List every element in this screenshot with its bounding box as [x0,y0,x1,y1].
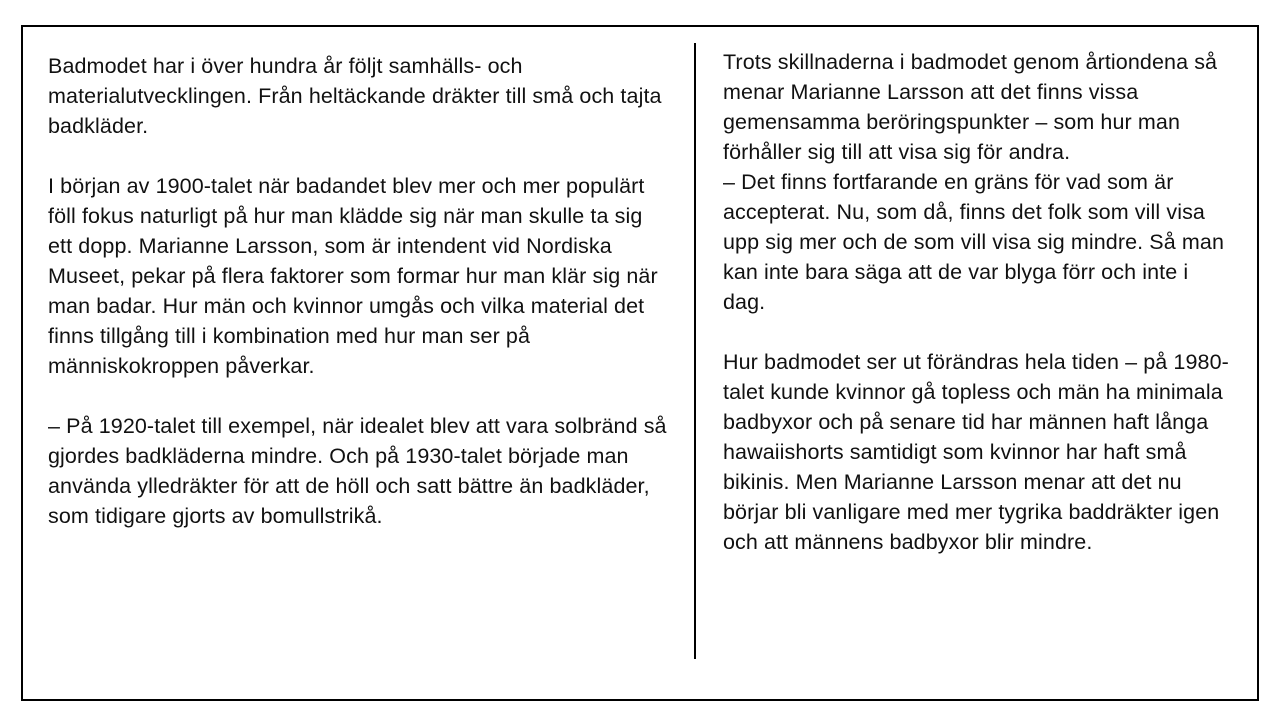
left-column [48,41,674,685]
paragraph-quote-limits: – Det finns fortfarande en gräns för vad som är accepterat. Nu, som då, finns det folk som vill visa upp sig mer och de som vill visa sig mindre. Så man kan inte bara säga att de var blyga förr och inte i dag. [723,170,1224,314]
paragraph-quote-1920s: – På 1920-talet till exempel, när idealet blev att vara solbränd så gjordes badkläderna mindre. Och på 1930-talet började man använda ylledräkter för att de höll och satt bättre än badkläder, som tidigare gjorts av bomullstrikå. [48,414,667,528]
paragraph-similarities: Trots skillnaderna i badmodet genom årtiondena så menar Marianne Larsson att det finns vissa gemensamma beröringspunkter – som hur man förhåller sig till att visa sig för andra. [723,50,1218,164]
paragraph-intro: Badmodet har i över hundra år följt samhälls- och materialutvecklingen. Från heltäckande dräkter till små och tajta badkläder. [48,54,662,138]
document-frame [21,25,1259,701]
paragraph-trends: Hur badmodet ser ut förändras hela tiden – på 1980-talet kunde kvinnor gå topless och män ha minimala badbyxor och på senare tid har männen haft långa hawaiishorts samtidigt som kvinnor har haft små bikinis. Men Marianne Larsson menar att det nu börjar bli vanligare med mer tygrika baddräkter igen och att männens badbyxor blir mindre. [723,350,1229,554]
right-column [696,41,1233,685]
paragraph-history-1900s: I början av 1900-talet när badandet blev mer och mer populärt föll fokus naturligt på hur man klädde sig när man skulle ta sig ett dopp. Marianne Larsson, som är intendent vid Nordiska Museet, pekar på flera faktorer som formar hur man klär sig när man badar. Hur män och kvinnor umgås och vilka material det finns tillgång till i kombination med hur man ser på människokroppen påverkar. [48,174,658,378]
